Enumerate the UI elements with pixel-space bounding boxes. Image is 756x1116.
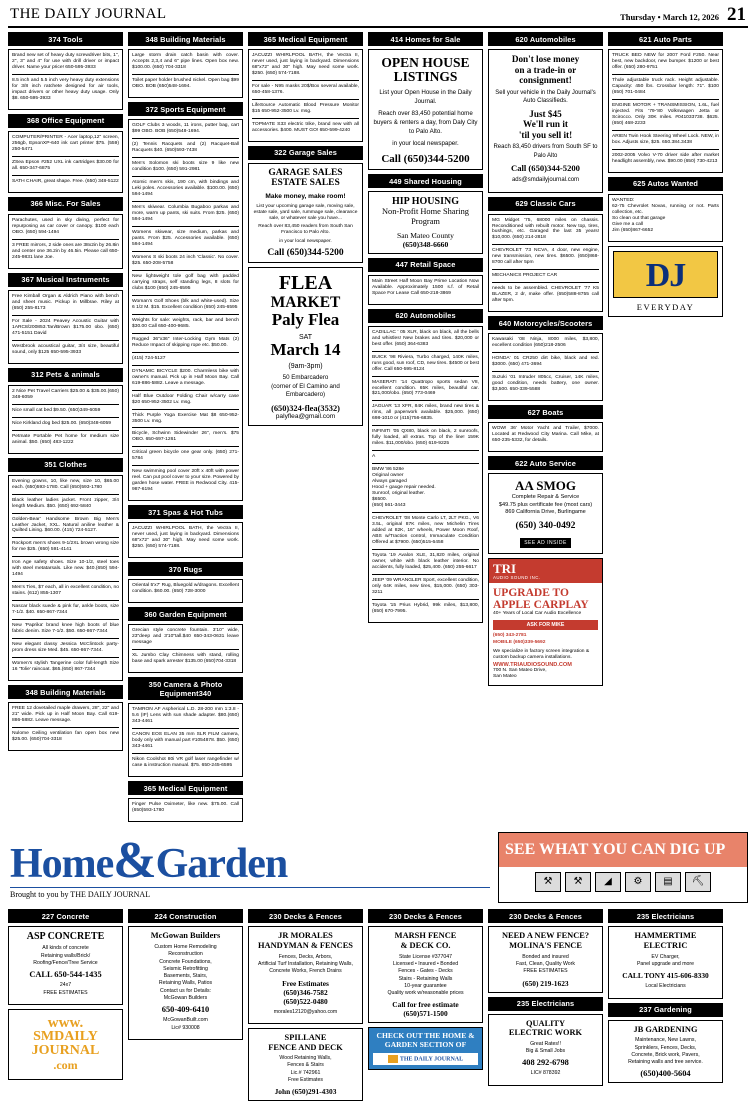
category-header: 620 Automobiles [368, 309, 483, 323]
category-header: 350 Camera & Photo Equipment340 [128, 677, 243, 700]
wrench-icon: ⚒ [535, 872, 561, 892]
category-header: 365 Medical Equipment [248, 32, 363, 46]
ad-brand: TRI [493, 560, 517, 576]
category-header: 348 Building Materials [128, 32, 243, 46]
category-header: 227 Concrete [8, 909, 123, 923]
category-header: 629 Classic Cars [488, 197, 603, 211]
classified-ad: Womens skiwear, size medium, parkas and pants. From $25. Accessories available. (650) 594-1494 [132, 230, 239, 252]
ad-name: HIP HOUSING [392, 196, 459, 208]
issue-date: Thursday • March 12, 2026 [620, 12, 719, 23]
service-ad[interactable] [368, 926, 483, 1023]
classified-ad: BMW '86 528e Original owner Always garaged Hood + gauge repair needed. Sunroof, original leather. $6500. (650) 561-3443 [372, 467, 479, 513]
shovel-icon: ⛏ [685, 872, 711, 892]
classified-ad: New elegant classy Jessica McClintock party-prom dress size Med. $45. 650-867-7344. [12, 642, 119, 658]
ad-group [128, 703, 243, 777]
dj-logo: DJ [613, 251, 718, 298]
ad-services: Wood Retaining Walls, Fences & Stairs Lic.# 742961 Free Estimates [279, 1055, 332, 1084]
ad-footnote: McGowanBuilt.com Lic# 930008 [163, 1017, 208, 1031]
service-ad[interactable] [488, 926, 603, 992]
service-column [248, 909, 363, 1105]
classified-ad: JACUZZI WHIRLPOOL BATH, the Vectra II, never used, just laying in backyard. Dimensions 68"x72" and 30" high. May need some work. $250. (650) 574-7188. [132, 526, 239, 550]
classified-ad: BUICK '98 Riviera, Turbo charged, 140K miles, runs good, sun roof, CD, new tires. $4500 or best offer. Call 650-595-8124 [372, 355, 479, 377]
classified-ad: JACUZZI WHIRLPOOL BATH, the Vectra II, never used, just laying in backyard. Dimensions 68"x72" and 30" high. May need some work. $250. (650) 574-7188. [252, 53, 359, 81]
category-header: 351 Clothes [8, 458, 123, 472]
classified-ad: Evening gowns, 10, like new, size 10, $65.00 each. (650)593-1780. Call (650)593-1780 [12, 479, 119, 495]
classified-ad: Free Kimball Organ & Aldrich Piano with bench and sheet music. Pickup in Millbrae. Riley at (650) 255-8173 [12, 294, 119, 316]
service-ad[interactable] [8, 926, 123, 1004]
category-header: 447 Retail Space [368, 258, 483, 272]
ad-phone[interactable]: (650) 343-2781 [493, 633, 527, 639]
service-column [128, 909, 243, 1043]
classified-ad: LifeSource Automatic Blood Pressure Monitor $15 650-952-3500 Lv. msg. [252, 103, 359, 119]
tool-icon-row [499, 867, 747, 897]
classified-ad: Main Street Half Moon Bay Prime Location Now Available. Approximately 1500 s.f. of Retail Space For Lease Call 650-218-3869 [372, 278, 479, 296]
ad-group [128, 624, 243, 673]
classified-ad: New swimming pool cover 20ft x 40ft with power reel. Can put pool cover to your size. Powered by garden hose water. FREE in Redwood City. 415-987-6194 [132, 469, 239, 493]
classified-ad: New lightweight tole golf bag with padded carrying straps, self standing legs, 8 slots for clubs $100 (650) 245-6595 [132, 274, 239, 296]
classified-column [608, 32, 723, 321]
classified-ad: CHEVROLET '73 NCVA, 4 door, new engine, new transmission, new tires. $6500. (650)868-8700 call after 5pm [492, 248, 599, 270]
ad-phone[interactable]: Call for free estimate (650)571-1500 [392, 1000, 459, 1019]
service-ad[interactable] [248, 1028, 363, 1101]
classified-ad: TAMRON AF Aspherical L.D. 28-200 mm 1:3.8 - 5.6 (IF) Lens with sun shade adapter. $80.(650) 343-4461 [132, 707, 239, 729]
dj-badge [373, 1053, 478, 1065]
home-garden-banner [8, 832, 748, 903]
ad-url-suffix: .com [53, 1058, 78, 1073]
ad-footnote: 24x7 FREE ESTIMATES [43, 982, 88, 996]
ad-services: EV Charger, Panel upgrade and more [636, 953, 695, 968]
ad-group [8, 131, 123, 193]
ad-email[interactable]: ads@smdailyjournal.com [511, 177, 580, 184]
category-header: 368 Office Equipment [8, 114, 123, 128]
ad-group [608, 49, 723, 173]
classified-ad: Men's Solomon ski boots size 9 like new condition $100. (650) 591-2981 [132, 161, 239, 177]
ad-phone[interactable]: 408 292-6798 [522, 1058, 569, 1068]
ad-description: We specialize in factory screen integration & custom backup camera installations. [493, 649, 590, 661]
category-header: 625 Autos Wanted [608, 177, 723, 191]
category-header: 224 Construction [128, 909, 243, 923]
category-header: 312 Pets & animals [8, 368, 123, 382]
category-header: 235 Electricians [608, 909, 723, 923]
classified-ad: Grecian style concrete fountain. 3'10" wide, 23"deep and 3'10"tall.$40 650-343-0631 leave message [132, 628, 239, 650]
auto-classified-promo-ad[interactable] [488, 49, 603, 192]
service-column [608, 909, 723, 1087]
classified-ad: JAGUAR '13 XFR, 84K miles, brand new tires & rims, all paperwork available. $25,000. (650) 698-1010 or (415)756-6835. [372, 404, 479, 426]
ad-mobile-phone[interactable]: MOBILE (650)339-5692 [493, 639, 546, 645]
category-header: 322 Garage Sales [248, 146, 363, 160]
home-garden-title-block [8, 832, 492, 903]
garage-sales-ad[interactable] [248, 163, 363, 263]
ad-address: 50 Embarcadero (corner of El Camino and Embarcadero) [271, 374, 340, 398]
classified-ad: Iron Age safety shoes. Size 10-1/2, steel toes with steel metatarsals. Like new. $40.(650) 594-1494 [12, 560, 119, 582]
ad-subtitle: Non-Profit Home Sharing Program [382, 207, 469, 226]
ad-phone[interactable]: John (650)291-4303 [274, 1087, 337, 1097]
ad-headline: OPEN HOUSE LISTINGS [381, 55, 470, 85]
category-header: 365 Medical Equipment [128, 781, 243, 795]
ad-group [128, 522, 243, 558]
ad-business-name: McGowan Builders [150, 931, 221, 941]
classified-ad: DYNAMIC BICYCLE $200. Charmless bike with owner's manual. Pick up in Half Moon Bay. Call 619-886-5882. Leave a message. [132, 369, 239, 391]
classified-ad: Parachutes, used in sky diving, perfect for repurposing as car cover or canopy. $100 each OBO. (650) 594-1494 [12, 218, 119, 240]
masthead [8, 0, 748, 28]
classified-ad: Nulome Ceiling ventilation fan open box new $25.00. (650)704-3318 [12, 731, 119, 743]
classified-ad: Nascar black suede & pink fur, ankle boots, size 7-1/2. $40. 650-867-7344 [12, 604, 119, 620]
service-directory [8, 909, 748, 1105]
ad-body: in your local newspaper. [392, 140, 459, 148]
ad-body: List your upcoming garage sale, moving sale, estate sale, yard sale, rummage sale, clearance sale, or whatever sale you have... [253, 203, 358, 221]
ad-services: All kinds of concrete Retaining walls/Brick/ Roofing/Fence/Tree Service [33, 945, 98, 966]
ad-business-name: NEED A NEW FENCE? MOLINA'S FENCE [501, 931, 590, 951]
banner-subtitle: Brought to you by THE DAILY JOURNAL [10, 887, 490, 899]
ad-group [8, 49, 123, 110]
ad-logo-bar [489, 559, 602, 583]
classified-ad: ENGINE MOTOR + TRANSMISSION, 1.6L, fuel injected. Fits '79-'80 Volkswagen Jetta or Scirocco. Only 30K miles. #041033738. $625. (650) 468-2233 [612, 103, 719, 131]
classified-ad: Thick Purple Yoga Exercise Mat $8 650-952-3500 Lv. msg. [132, 413, 239, 429]
classified-ad: Toyota '19 Avalon XLE, 31,820 miles, original owner, white with black leather interior. No accidents, fully loaded, $25,400. (650) 255-6617 [372, 553, 479, 575]
category-header: 414 Homes for Sale [368, 32, 483, 46]
classified-ad: Thule adjustable truck rack. Height adjustable. Capacity: 450 lbs. Crossbar length: 71". $100 (650) 701-0484 [612, 78, 719, 100]
ad-business-name: ASP CONCRETE [26, 931, 105, 943]
smdailyjournal-house-ad[interactable] [8, 1009, 123, 1080]
daily-journal-everyday-ad[interactable] [608, 246, 723, 317]
ad-group [608, 194, 723, 242]
dig-up-promo[interactable] [498, 832, 748, 903]
dj-mark-icon [388, 1055, 398, 1063]
classified-ad: TRUCK BED NEW for 2007 Ford F250. Near best, new backdoor, new bumper. $1200 or best offer. (650) 280-9751 [612, 53, 719, 75]
paint-icon: ▤ [655, 872, 681, 892]
ad-hours: (9am-3pm) [288, 363, 323, 371]
classified-ad: CHEVROLET '08 Monte Carlo LT, 2LT PKG., V6 3.5L, original 87K miles, new Michelin Tires added at 82K, 16" wheels, Power Moon Roof, ABS w/Traction control, Immaculate Condition Offered at $7900. (650)515-6458 [372, 516, 479, 550]
classified-column [368, 32, 483, 627]
ad-group [128, 798, 243, 822]
classified-ad: Nikon Coolshot 80i VR golf laser rangefinder w/ case & instruction manual. $75. 650-245-6595 [132, 757, 239, 769]
classified-ad: Toilet paper holder brushed nickel. Open bag $99 OBO. BOB (650)548-1694. [132, 78, 239, 90]
ad-body-wrap [489, 583, 602, 685]
ad-line-market: MARKET [270, 294, 341, 312]
category-header: 371 Spas & Hot Tubs [128, 505, 243, 519]
service-ad[interactable] [488, 1014, 603, 1086]
ad-phone[interactable]: 650-409-6410 [161, 1005, 210, 1015]
ad-body: Complete Repair & Service [511, 494, 580, 501]
classified-ad: Westbrook acoustical guitar, 3/4 size, beautiful sound, only $125 650-595-3933 [12, 343, 119, 355]
ad-group [8, 290, 123, 364]
classified-ad: CANON EOS ELAN 35 mm SLR FILM camera, body only with manual part #1054878. $50. (650) 343-4461 [132, 732, 239, 754]
service-ad[interactable] [128, 926, 243, 1039]
classified-ad: Weights for sale: weights, rack, bar and bench $30.00 Call 650-400-9685. [132, 318, 239, 334]
ad-body: Sell your vehicle in the Daily Journal's Auto Classifieds. [495, 89, 596, 105]
ad-business-name: QUALITY ELECTRIC WORK [508, 1018, 583, 1038]
classified-ad: 2002-2005 Volvo V-70 driver side after market headlight assembly, new. $90.00 (650) 730-4213 [612, 152, 719, 164]
ad-line-name: Paly Flea [271, 310, 340, 330]
dj-logo-sub: EVERYDAY [636, 301, 695, 312]
classified-ad: New 'Paprika' brand knee high boots of blue fabric denim. Size 7-1/2. $50. 650-867-7344 [12, 623, 119, 639]
classified-ad: Kawasaki '08 Ninja, 8000 miles, $3,800, excellent condition (650)218-2506 [492, 337, 599, 353]
classified-ad: Black leather ladies jacket. Front zipper, 3/4 length Medium. $50. (650) 692-5840 [12, 498, 119, 514]
category-header: 366 Misc. For Sales [8, 197, 123, 211]
ad-services: State License #377047 Licensed • Insured • Bonded Fences - Gates - Decks Stairs - Retaining Walls 10-year guarantee Quality work w/reasonable prices [387, 953, 464, 997]
ad-headline: Don't lose money on a trade-in or consignment! [511, 54, 580, 86]
classified-ad: XL Jumbo Clay Chimness with stand, rolling base and spark arrester $135.00 (650)704-3318 [132, 653, 239, 665]
ad-body: Reach over 83,450 potential home buyers & renters a day, from Daly City to Palo Alto. [373, 110, 478, 136]
promo-text: CHECK OUT THE HOME & GARDEN SECTION OF [376, 1031, 475, 1050]
flea-market-ad[interactable] [248, 267, 363, 426]
category-header: 235 Electricians [488, 997, 603, 1011]
hammer-icon: ⚒ [565, 872, 591, 892]
ad-group [488, 422, 603, 452]
ad-footnote: morales12120@yahoo.com [273, 1008, 338, 1015]
classified-column [128, 32, 243, 826]
ad-price-headline: Just $45 We'll run it 'til you sell it! [518, 108, 573, 140]
classified-ad: HONDA' 01 CR250 dirt bike, black and red. $3000. (650) 471-3694 [492, 356, 599, 372]
classified-ad: FREE 12 dovetailed maple drawers, 28", 22" and 21" wide. Pick up in Half Moon Bay. Call 619-886-5882. Leave message. [12, 706, 119, 728]
classified-ad: Half Blue Outdoor Folding Chair w/carry case $20 650-952-3502 Lv. msg. [132, 394, 239, 410]
service-column [368, 909, 483, 1073]
ad-url-prefix: www. [47, 1014, 84, 1031]
ad-group [128, 119, 243, 501]
ad-phone[interactable]: (650)400-5604 [640, 1069, 691, 1079]
ad-business-name: SPILLANE FENCE AND DECK [268, 1032, 343, 1052]
classified-ad: Toyota '15 Prius Hybrid, 99k miles, $13,800, (650) 670-7995. [372, 603, 479, 615]
ad-group [128, 49, 243, 98]
classified-ad: Woman's Golf Shoes (blk and white-used). Size 6 1/2 M. $15. Excellent condition (650) 245-6595 [132, 299, 239, 315]
classified-ad: Suzuki '01 Intruder 805cc, Cruiser, 14K miles, good condition, needs battery, one owner. $3,500. 650-339-5588 [492, 375, 599, 393]
category-header: 348 Building Materials [8, 685, 123, 699]
classified-ad: 2 Nice Pet Travel Carriers $25.00 & $35.00.(650) 348-6059 [12, 389, 119, 405]
page-number: 21 [727, 4, 746, 25]
classified-ad: 3 FREE mirrors, 2 side ones are 38x2in by 26.8in and center one 36.2in by 46.5in. Please call 650-245-9831 lane Joe. [12, 242, 119, 260]
ad-business-name: MARSH FENCE & DECK CO. [394, 931, 457, 951]
classified-ad: Men's skiwear. Columbia Bugaboo parkas and more, warm up pants, ski suits. From $25. (650) 594-1494 [132, 205, 239, 227]
classified-column [248, 32, 363, 430]
ad-name: AA SMOG [514, 478, 577, 494]
ad-reach: Reach 83,450 drivers from South SF to Palo Alto [493, 144, 598, 159]
ad-business-name: HAMMERTIME ELECTRIC [634, 931, 697, 951]
ad-body: 869 California Drive, Burlingame [505, 509, 586, 516]
page-title: THE DAILY JOURNAL [10, 6, 167, 23]
banner-title [10, 832, 490, 890]
ad-headline: UPGRADE TO APPLE CARPLAY [493, 586, 589, 611]
classified-ad: JEEP '09 WRANGLER Sport, excellent condition, only 64K miles, new tires, $15,000. (650) 303-3211 [372, 578, 479, 600]
service-column [8, 909, 123, 1084]
classified-ad: Golden-Bear' Handsome Brown Big Men's Leather Jacket, XXL. Natural aniline leather & Quilted Lining. $60.00. (415) 724-5127. [12, 517, 119, 539]
service-ad[interactable] [608, 1020, 723, 1084]
classified-ad: For Sale - 2024 Peavey Acoustic Guitar with 1ARC8/200853.Tan/Brown $175.00 obo. (650) 471-5151 David [12, 319, 119, 341]
home-garden-section-promo[interactable] [368, 1027, 483, 1069]
ad-business-name: JR MORALES HANDYMAN & FENCES [258, 931, 353, 951]
classified-ad: Large storm drain catch basin with cover. Accepts 2,3,4 and 6" pipe lines. Open box new. $100.00. (650) 704-3318 [132, 53, 239, 75]
ad-group [368, 275, 483, 305]
ad-url-name: SMDAILY JOURNAL [31, 1029, 100, 1059]
ad-services: Fences, Decks, Arbors, Artificial Turf Installation, Retaining Walls, Concrete Works, French Drains [258, 953, 353, 975]
ad-phone[interactable]: (650) 219-1623 [522, 978, 569, 988]
ad-phone[interactable]: Call (650)344-5200 [267, 248, 344, 259]
classified-ad: WANTED: 62-75 Chevrolet Novas, running or not. Parts collection, etc. So clean out that garage Give me a call Jim (650)867-6652 [612, 197, 719, 233]
ad-phone[interactable]: (650)348-6660 [402, 239, 449, 249]
saw-icon: ◢ [595, 872, 621, 892]
classified-ad: CADILLAC ' 05 XLR, black on black, all the bells and whistles! New brakes and tires. $20,000 or best offer. (650) 364-6383 [372, 330, 479, 352]
ad-body: List your Open House in the Daily Journal. [379, 89, 472, 106]
classified-ad: Finger Pulse Oximeter, like new. $75.00. Call (650)593-1780 [132, 802, 239, 814]
category-header: 367 Musical Instruments [8, 273, 123, 287]
classified-ad: Women's stylish Tangerine color full-length Size 16 'Tolie' raincoat. $65.(650) 867-7344 [12, 661, 119, 673]
category-header: 374 Tools [8, 32, 123, 46]
category-header: 622 Auto Service [488, 456, 603, 470]
category-header: 237 Gardening [608, 1003, 723, 1017]
classified-ad: Rugged 36"x36" Inter-Locking Gym Mats (2) Reduce Impact of skipping rope etc. $50.00. [132, 337, 239, 353]
ad-line-date: March 14 [270, 339, 341, 359]
category-header: 360 Garden Equipment [128, 607, 243, 621]
ad-services: Bonded and insured Fast, Clean, Quality Work FREE ESTIMATES [515, 953, 575, 975]
classified-ad: 8.5 inch and 5.5 inch very heavy duty extensions for 3/8 inch ratchete designed for air tools, impact drivers or other heavy duty usage. Only $8. 650-595-3933 [12, 78, 119, 101]
classified-ad: A [372, 454, 479, 464]
classified-ad: needs to be assembled. CHEVROLET '77 K5 BLAZER, 2 dr, make offer. (650)588-8755 call after 5pm. [492, 286, 599, 304]
classified-ad: (2) Tennis Racquets and (2) Racquet-Ball Racquets $40. (650)593-7438 [132, 142, 239, 158]
classified-column [8, 32, 123, 755]
ad-group [248, 49, 363, 142]
classified-ad: Nice small cat bed $9.50. (650)349-6059 [12, 408, 119, 418]
open-house-listings-ad[interactable] [368, 49, 483, 170]
ad-line-day: SAT [298, 333, 313, 341]
ad-email[interactable]: palyflea@gmail.com [275, 412, 336, 420]
ad-brand-sub: AUDIO SOUND INC. [493, 574, 541, 580]
dj-badge-text: THE DAILY JOURNAL [399, 1056, 464, 1063]
service-ad[interactable] [608, 926, 723, 998]
classified-ad: TOPMATE S33 electric trike, brand new with all accessories. $400. MUST GO! 650-599-4240 [252, 121, 359, 133]
aa-smog-ad[interactable] [488, 473, 603, 554]
classified-ad: MG Midget '75, 68000 miles on chassis. Reconditioned with rebuilt motor. New top, tires, bushings, etc. Garaged the last 35 years! $10,000. (650) 214-2818 [492, 218, 599, 246]
ad-group [8, 214, 123, 269]
classified-ad: Brand new set of heavy duty screwdriver bits, 1", 2", 3" and 4" for use with drill driver or impact driver. Name your price! 650-595-3933 [12, 53, 119, 75]
category-header: 627 Boats [488, 405, 603, 419]
classified-ad: ARIEN Twin Hook Steering Wheel Lock. NEW, in box. Adjusts size, $25. 650.384.3438 [612, 134, 719, 150]
ad-group [128, 579, 243, 603]
classified-ad: SATH CHAIR, great shape. Free. (650) 348-5122 [12, 178, 119, 184]
category-header: 372 Sports Equipment [128, 102, 243, 116]
banner-ampersand: & [113, 832, 156, 890]
ad-group [488, 214, 603, 313]
category-header: 621 Auto Parts [608, 32, 723, 46]
classified-ad: MECHANICS PROJECT CAR [492, 273, 599, 283]
ad-footnote: LIC# 878392 [530, 1070, 561, 1077]
category-header: 230 Decks & Fences [248, 909, 363, 923]
dig-up-promo-text: SEE WHAT YOU CAN DIG UP [499, 833, 747, 867]
hip-housing-ad[interactable] [368, 191, 483, 253]
ad-address: 700 N. San Mateo Drive, San Mateo [493, 667, 547, 680]
classified-ad: Rockport men's shoes 9-1/2XL brown wrong size for me $25. (650) 591-4141 [12, 541, 119, 557]
category-header: 620 Automobiles [488, 32, 603, 46]
category-header: 449 Shared Housing [368, 174, 483, 188]
classified-ad: Petmate Portable Pet home for medium size animal. $50. (650) 483-1222 [12, 433, 119, 445]
classified-ad: Atomic men's skis, 190 cm, with bindings and Leki poles. Accessories available. $100.00. (650) 594-1494 [132, 180, 239, 202]
category-header: 230 Decks & Fences [368, 909, 483, 923]
classified-ad: ZSea Epson #252 UXL ink cartridges $30.00 for all. 650-347-6875 [12, 160, 119, 176]
classified-columns [8, 32, 748, 826]
ad-group [8, 385, 123, 454]
banner-word-home: Home [10, 841, 114, 888]
classified-ad: Oriental 5'x7' Rug, Bluegold w/dragons. Excellent condition. $60.00. (650) 728-3000 [132, 583, 239, 595]
ad-body: $49.75 plus certificate fee (most cars) [498, 501, 593, 508]
ad-tagline: 40+ Years of Local Car Audio Excellence [493, 610, 582, 616]
ad-services: Custom Home Remodeling Reconstruction Concrete Foundations, Seismic Retrofitting Basements, Stairs, Retaining Walls, Patios Contact us for Details: McGowan Builders [154, 944, 217, 1002]
classified-ad: GOLF Clubs 3 woods, 11 irons, putter bag, cart $99 OBO. BOB (650)548-1694. [132, 123, 239, 139]
classified-ad: (415) 724-5127 [132, 356, 239, 366]
ad-business-name: JB GARDENING [633, 1024, 698, 1034]
classified-ad: COMPUTER/PRINTER - Acer laptop,12" screen, 256gb, EpsonXP-640 ink cart printer $75. (559) 250-5471 [12, 135, 119, 157]
service-column [488, 909, 603, 1089]
classified-ad: Womens S ski boots 24 inch 'Classic'. No cover. $25. 650-208-5758 [132, 255, 239, 271]
category-header: 370 Rugs [128, 562, 243, 576]
tri-audio-sound-ad[interactable] [488, 558, 603, 686]
ad-headline: GARAGE SALES ESTATE SALES [268, 167, 343, 189]
ad-phone[interactable]: Call (650)344-5200 [381, 153, 470, 166]
ad-services: Great Rates!! Big & Small Jobs [525, 1040, 566, 1055]
service-ad[interactable] [248, 926, 363, 1023]
ad-phone[interactable]: (650) 340-0492 [515, 519, 576, 531]
classified-ad: For sale - N95 masks 20$/Box several available, 650-458-1376. [252, 84, 359, 100]
classified-column [488, 32, 603, 689]
ad-services: Maintenance, New Lawns, Sprinklers, Fences, Decks, Concrete, Brick work, Pavers, Retaining walls and tree service. [628, 1037, 703, 1066]
ad-location: San Mateo County [397, 230, 454, 240]
ad-group [368, 326, 483, 623]
category-header: 230 Decks & Fences [488, 909, 603, 923]
ad-group [488, 333, 603, 401]
masthead-right [620, 6, 746, 23]
classified-ad: INFINITI '05 QX80, black on black, 2 sunroofs, fully loaded, all extras. Top of the line! 159K miles. $11,000/obo. (650) 619-9225 [372, 429, 479, 451]
banner-word-garden: Garden [155, 841, 288, 888]
see-ad-inside-badge[interactable]: SEE AD INSIDE [520, 538, 571, 548]
ad-phone[interactable]: Call (650)344-5200 [511, 163, 580, 174]
ad-footnote: Local Electricians [645, 983, 686, 990]
classified-ad: Bicycle, Schwinn Sidewinder 26", men's. $75 OBO. 650-697-1261 [132, 431, 239, 447]
ad-cta[interactable]: ASK FOR MIKE [493, 620, 598, 630]
ad-website[interactable]: WWW.TRIAUDIOSOUND.COM [493, 661, 572, 668]
ad-tagline: Make money, make room! [265, 192, 346, 200]
ad-phone[interactable]: (650)324-flea(3532) [271, 403, 340, 413]
drill-icon: ⚙ [625, 872, 651, 892]
classified-ad: WOW! 36' Motor Yacht and Trailer, $7000. Located at Redwood City Marina. Call Mike, at 650-235-5332, for details. [492, 426, 599, 444]
classified-ad: Critical green bicycle one gear only. (650) 271-5784 [132, 450, 239, 466]
classified-ad: MASERATI '14 Quattropo sports sedan V8, excellent condition. 65K miles, beautiful car. $21,000/obo. (650) 773-0469 [372, 380, 479, 402]
category-header: 640 Motorcycles/Scooters [488, 316, 603, 330]
classified-ad: Nice Kirkland dog bed $25.00. (650)348-6059 [12, 421, 119, 431]
ad-line-flea: FLEA [278, 272, 333, 295]
ad-group [8, 702, 123, 751]
ad-phone[interactable]: Free Estimates (650)346-7582 (650)522-0480 [282, 978, 329, 1006]
classified-ad: Men's Ties, $7 each, all in excellent condition, no stains. (612) 855-1307 [12, 585, 119, 601]
ad-phone[interactable]: CALL 650-544-1435 [29, 970, 102, 980]
ad-body: Reach over 83,450 readers from South San Francisco to Palo Alto. [258, 224, 353, 236]
ad-group [8, 475, 123, 682]
ad-body: in your local newspaper. [279, 239, 332, 245]
ad-phone[interactable]: CALL TONY 415-606-8330 [622, 971, 709, 981]
